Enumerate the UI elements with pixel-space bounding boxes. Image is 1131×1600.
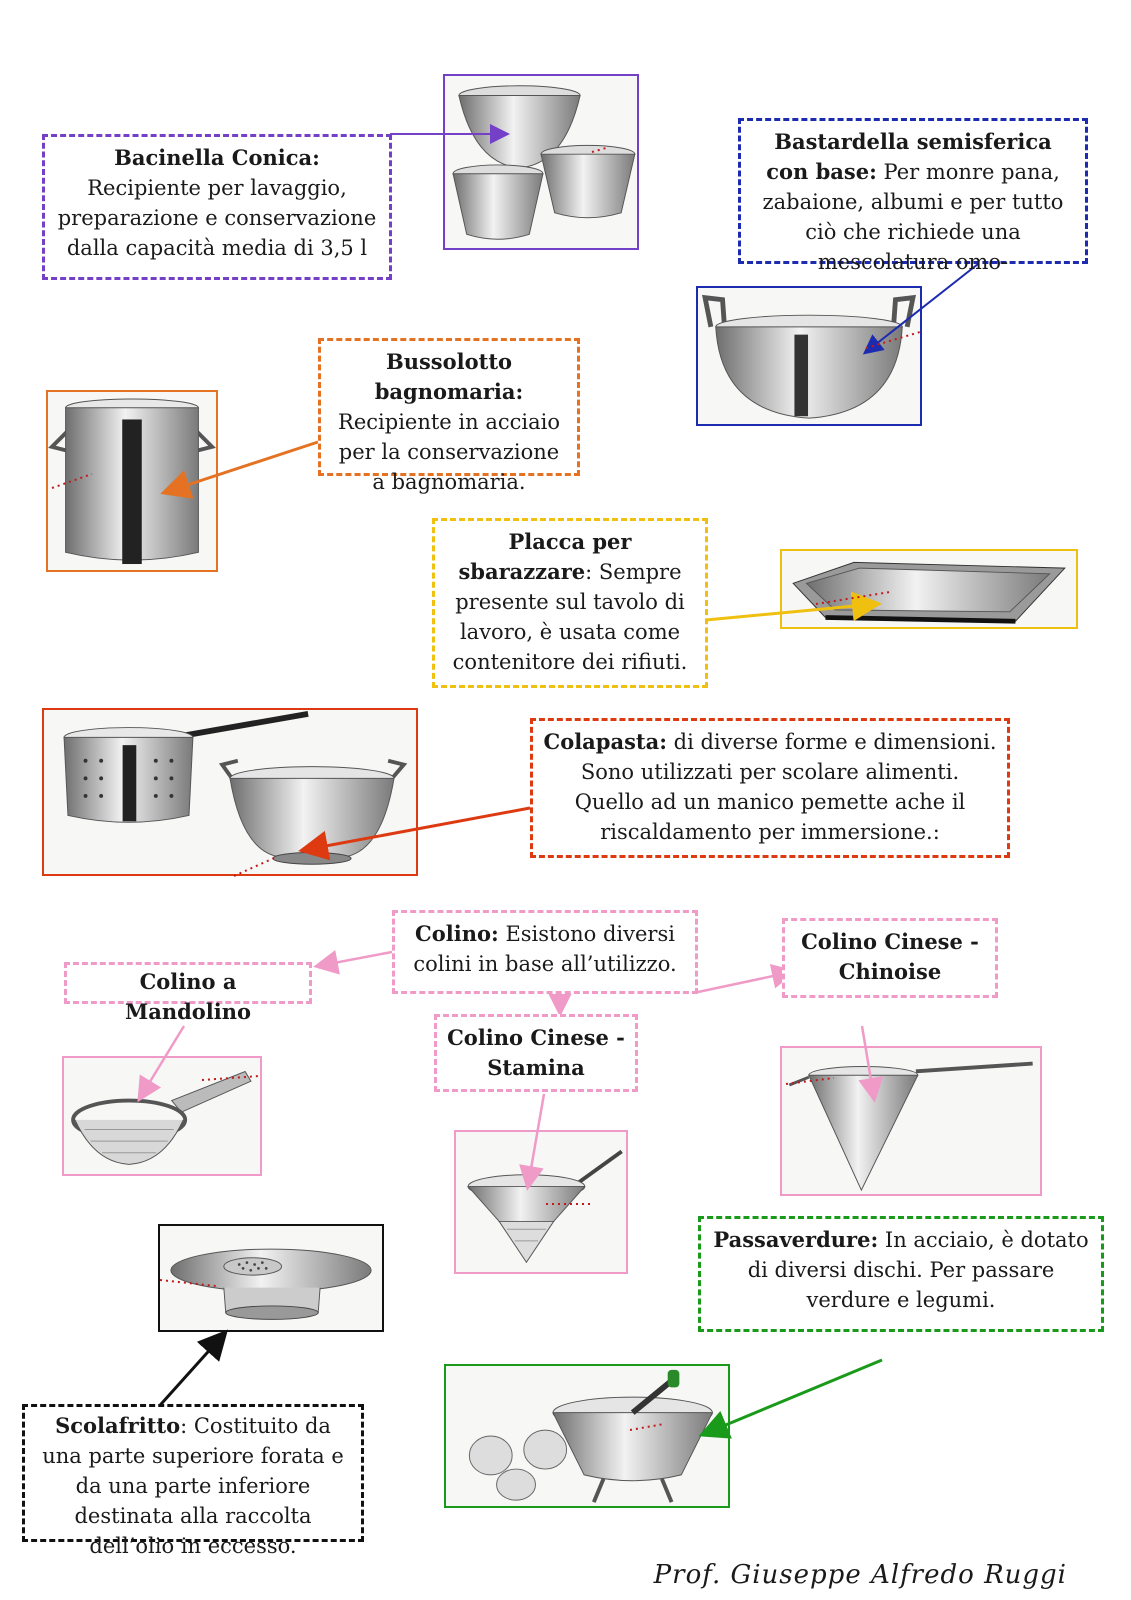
placca-photo — [780, 549, 1078, 629]
fry-drainer-icon — [160, 1226, 382, 1330]
tray-icon — [782, 551, 1076, 627]
passaverdure-photo — [444, 1364, 730, 1508]
stamina-photo — [454, 1130, 628, 1274]
hemispherical-bowl-icon — [698, 288, 920, 424]
mesh-strainer-icon — [64, 1058, 260, 1174]
passaverdure-title: Passaverdure: — [713, 1227, 879, 1252]
colapasta-text: di diverse forme e dimensioni. Sono utilizzati per scolare alimenti. Quello ad un manico pemette ache il riscaldamento per immersione.: — [574, 730, 997, 844]
chinoise-icon — [782, 1048, 1040, 1194]
bowls-icon — [445, 76, 637, 248]
arrow-passaverdure — [704, 1360, 882, 1434]
bastardella-text: Per monre pana, zabaione, albumi e per tutto ciò che richiede una mescolatura omo- — [762, 160, 1064, 274]
colapasta-photo — [42, 708, 418, 876]
scolafritto-title: Scolafritto — [55, 1413, 181, 1438]
mandolino-title: Colino a Mandolino — [124, 969, 252, 1024]
colander-icon — [44, 710, 416, 874]
colino-text: Esistono diversi colini in base all’utilizzo. — [413, 922, 677, 976]
bacinella-box — [42, 134, 392, 280]
bussolotto-text: Recipiente in acciaio per la conservazione a bagnomaria. — [338, 410, 560, 494]
colino-title: Colino: — [415, 921, 499, 946]
placca-text: Sempre presente sul tavolo di lavoro, è usata come contenitore dei rifiuti. — [452, 560, 688, 674]
placca-sep: : — [585, 560, 593, 584]
colapasta-box — [530, 718, 1010, 858]
mandolino-box — [64, 962, 312, 1024]
bacinella-text: Recipiente per lavaggio, preparazione e conservazione dalla capacità media di 3,5 l — [57, 176, 377, 260]
stamina-box — [434, 1014, 638, 1092]
colino-box — [392, 910, 698, 994]
pot-icon — [48, 392, 216, 570]
passaverdure-text: In acciaio, è dotato di diversi dischi. Per passare verdure e legumi. — [747, 1228, 1089, 1312]
bastardella-photo — [696, 286, 922, 426]
scolafritto-text: : Costituito da una parte superiore forata e da una parte inferiore destinata alla raccolta dell’olio in eccesso. — [42, 1414, 344, 1558]
chinoise-photo — [780, 1046, 1042, 1196]
bussolotto-box — [318, 338, 580, 494]
passaverdure-box — [698, 1216, 1104, 1332]
bussolotto-title: Bussolotto bagnomaria: — [374, 349, 524, 404]
arrow-colino-mandolino — [318, 952, 392, 966]
stamina-strainer-icon — [456, 1132, 626, 1272]
bacinella-photo — [443, 74, 639, 250]
scolafritto-box — [22, 1404, 364, 1558]
author-signature: Prof. Giuseppe Alfredo Ruggi — [653, 1560, 1067, 1590]
chinoise-title: Colino Cinese - Chinoise — [801, 929, 979, 984]
placca-box — [432, 518, 708, 688]
arrow-colino-chinoise — [698, 972, 792, 992]
chinoise-box — [782, 918, 998, 998]
scolafritto-photo — [158, 1224, 384, 1332]
bacinella-title: Bacinella Conica: — [114, 145, 320, 170]
food-mill-icon — [446, 1366, 728, 1506]
bussolotto-photo — [46, 390, 218, 572]
mandolino-photo — [62, 1056, 262, 1176]
bastardella-title: Bastardella semisferica con base: — [766, 129, 1052, 184]
colapasta-title: Colapasta: — [543, 729, 667, 754]
stamina-title: Colino Cinese - Stamina — [447, 1025, 625, 1080]
bastardella-box — [738, 118, 1088, 274]
placca-title: Placca per sbarazzare — [458, 529, 632, 584]
